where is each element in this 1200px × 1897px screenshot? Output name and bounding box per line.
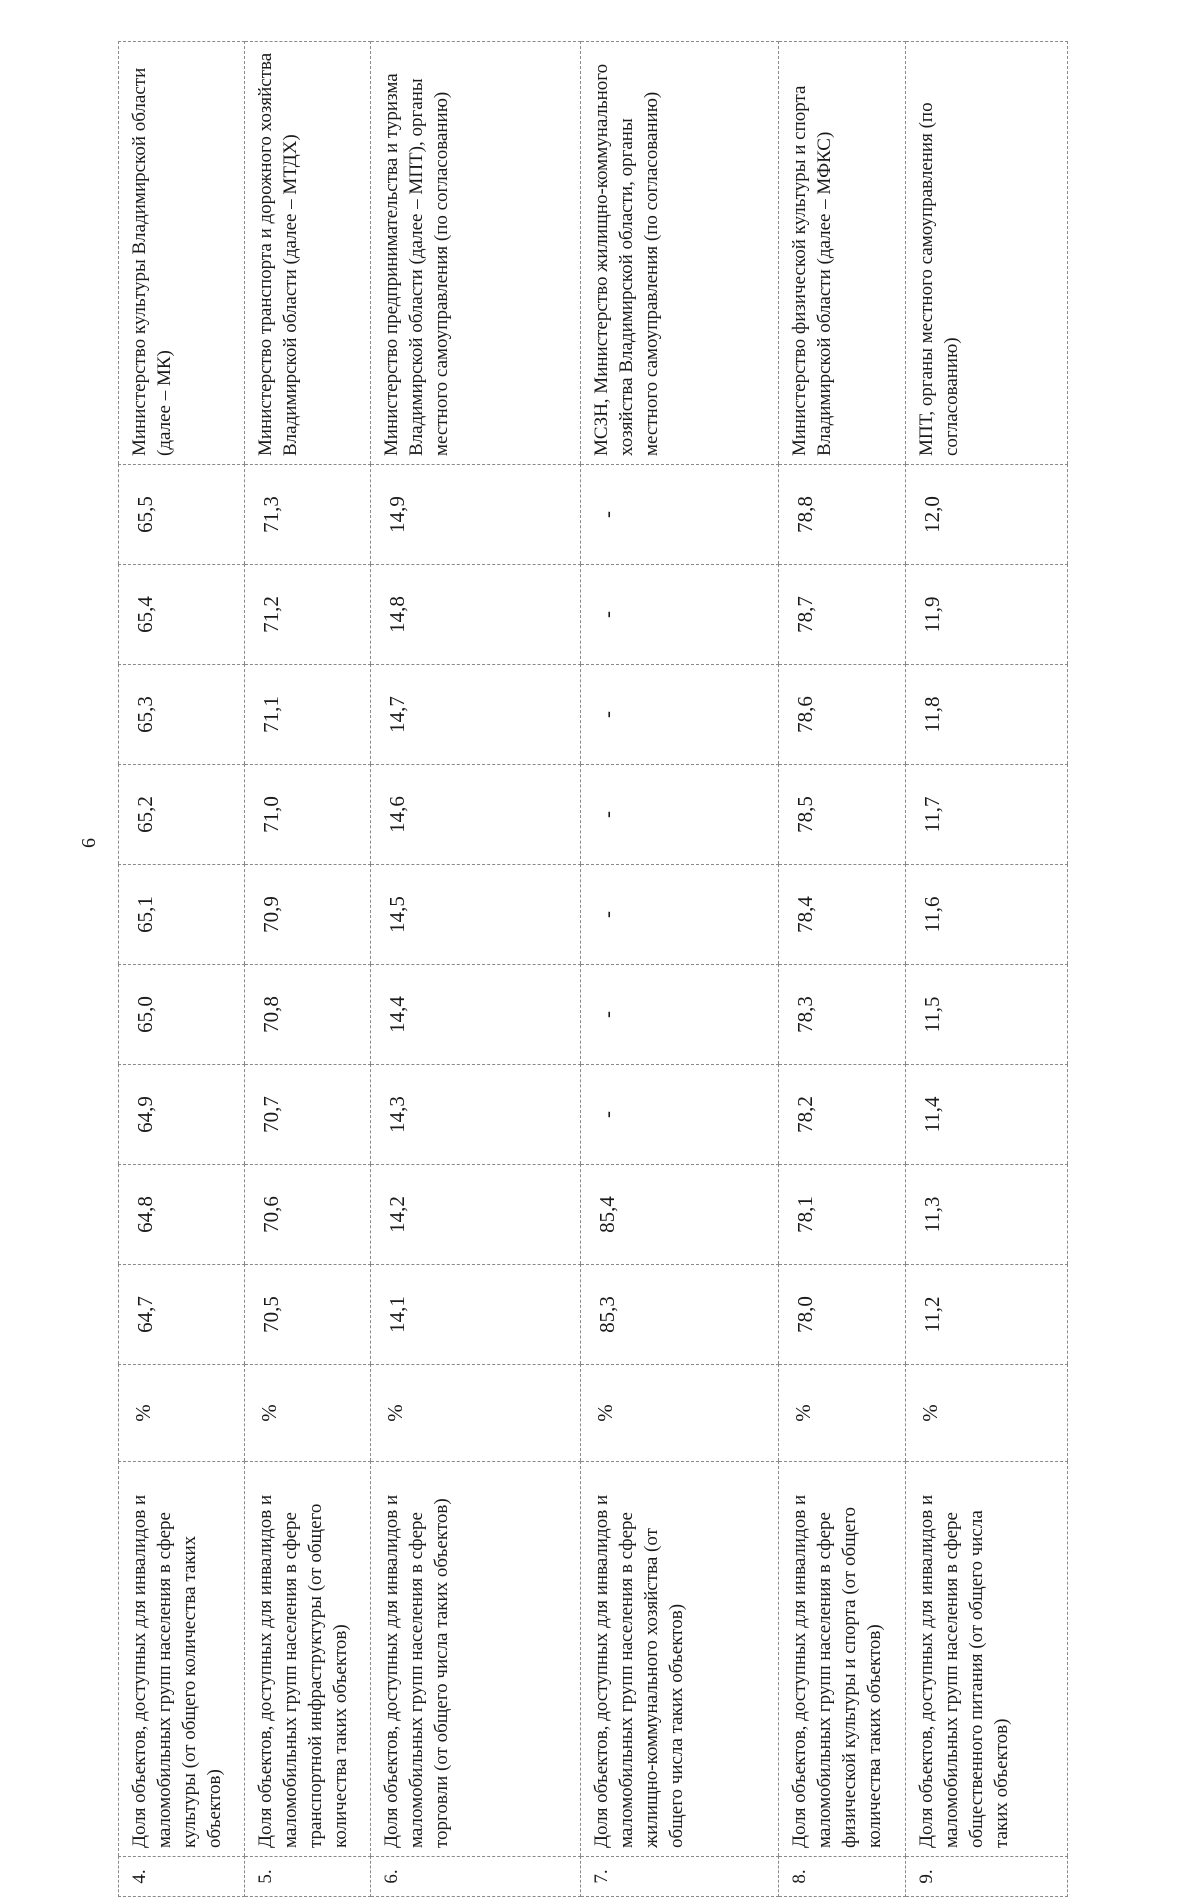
- value-cell: 78,5: [779, 765, 905, 865]
- value-cell: 65,1: [119, 865, 245, 965]
- value-cell: 65,3: [119, 665, 245, 765]
- value-cell: 71,3: [245, 465, 371, 565]
- unit-cell: %: [119, 1365, 245, 1462]
- value-cell: 11,7: [905, 765, 1068, 865]
- value-cell: -: [580, 865, 779, 965]
- value-cell: -: [580, 465, 779, 565]
- value-cell: 14,4: [371, 965, 580, 1065]
- indicator-name: Доля объектов, доступных для инвалидов и маломобильных групп населения в сфере жилищно-коммунального хозяйства (от общего числа таких объектов): [580, 1462, 779, 1857]
- responsible-cell: Министерство предпринимательства и туризма Владимирской области (далее – МПТ), органы местного самоуправления (по согласованию): [371, 42, 580, 465]
- value-cell: 71,2: [245, 565, 371, 665]
- table-row: [580, 42, 779, 1897]
- value-cell: 11,6: [905, 865, 1068, 965]
- value-cell: 11,3: [905, 1165, 1068, 1265]
- table-row: [905, 42, 1068, 1897]
- value-cell: 70,5: [245, 1265, 371, 1365]
- value-cell: 11,2: [905, 1265, 1068, 1365]
- value-cell: 70,6: [245, 1165, 371, 1265]
- value-cell: 14,2: [371, 1165, 580, 1265]
- value-cell: 78,2: [779, 1065, 905, 1165]
- value-cell: 85,3: [580, 1265, 779, 1365]
- row-number: 4.: [119, 1857, 245, 1897]
- row-number: 7.: [580, 1857, 779, 1897]
- unit-cell: %: [245, 1365, 371, 1462]
- value-cell: 11,8: [905, 665, 1068, 765]
- table-row: [119, 42, 245, 1897]
- value-cell: 65,0: [119, 965, 245, 1065]
- table-row: [371, 42, 580, 1897]
- value-cell: 12,0: [905, 465, 1068, 565]
- responsible-cell: Министерство транспорта и дорожного хозяйства Владимирской области (далее – МТДХ): [245, 42, 371, 465]
- value-cell: 78,6: [779, 665, 905, 765]
- unit-cell: %: [580, 1365, 779, 1462]
- value-cell: 14,6: [371, 765, 580, 865]
- value-cell: 71,0: [245, 765, 371, 865]
- value-cell: 14,1: [371, 1265, 580, 1365]
- indicator-name: Доля объектов, доступных для инвалидов и маломобильных групп населения в сфере транспортной инфраструктуры (от общего количества таких объектов): [245, 1462, 371, 1857]
- value-cell: 78,4: [779, 865, 905, 965]
- value-cell: 65,2: [119, 765, 245, 865]
- value-cell: 78,3: [779, 965, 905, 1065]
- indicator-name: Доля объектов, доступных для инвалидов и маломобильных групп населения в сфере торговли (от общего числа таких объектов): [371, 1462, 580, 1857]
- value-cell: 11,5: [905, 965, 1068, 1065]
- page-number: 6: [78, 838, 100, 848]
- responsible-cell: МСЗН, Министерство жилищно-коммунального хозяйства Владимирской области, органы местного самоуправления (по согласованию): [580, 42, 779, 465]
- unit-cell: %: [371, 1365, 580, 1462]
- value-cell: -: [580, 665, 779, 765]
- value-cell: 14,8: [371, 565, 580, 665]
- value-cell: -: [580, 765, 779, 865]
- value-cell: 70,7: [245, 1065, 371, 1165]
- value-cell: 71,1: [245, 665, 371, 765]
- value-cell: 70,8: [245, 965, 371, 1065]
- responsible-cell: Министерство физической культуры и спорта Владимирской области (далее – МФКС): [779, 42, 905, 465]
- value-cell: 14,5: [371, 865, 580, 965]
- value-cell: 14,3: [371, 1065, 580, 1165]
- table-row: [779, 42, 905, 1897]
- value-cell: -: [580, 965, 779, 1065]
- table-row: [245, 42, 371, 1897]
- responsible-cell: Министерство культуры Владимирской области (далее – МК): [119, 42, 245, 465]
- unit-cell: %: [779, 1365, 905, 1462]
- value-cell: 78,7: [779, 565, 905, 665]
- responsible-cell: МПТ, органы местного самоуправления (по согласованию): [905, 42, 1068, 465]
- value-cell: 85,4: [580, 1165, 779, 1265]
- value-cell: 64,7: [119, 1265, 245, 1365]
- value-cell: -: [580, 1065, 779, 1165]
- row-number: 5.: [245, 1857, 371, 1897]
- indicators-table: [118, 41, 1068, 1897]
- value-cell: 65,5: [119, 465, 245, 565]
- indicator-name: Доля объектов, доступных для инвалидов и маломобильных групп населения в сфере физической культуры и спорта (от общего количества таких объектов): [779, 1462, 905, 1857]
- row-number: 9.: [905, 1857, 1068, 1897]
- value-cell: 65,4: [119, 565, 245, 665]
- value-cell: 64,8: [119, 1165, 245, 1265]
- value-cell: 11,9: [905, 565, 1068, 665]
- value-cell: 14,9: [371, 465, 580, 565]
- indicator-name: Доля объектов, доступных для инвалидов и маломобильных групп населения в сфере общественного питания (от общего числа таких объектов): [905, 1462, 1068, 1857]
- value-cell: 78,8: [779, 465, 905, 565]
- indicator-name: Доля объектов, доступных для инвалидов и маломобильных групп населения в сфере культуры (от общего количества таких объектов): [119, 1462, 245, 1857]
- value-cell: 11,4: [905, 1065, 1068, 1165]
- row-number: 6.: [371, 1857, 580, 1897]
- value-cell: 70,9: [245, 865, 371, 965]
- value-cell: 64,9: [119, 1065, 245, 1165]
- value-cell: 78,1: [779, 1165, 905, 1265]
- unit-cell: %: [905, 1365, 1068, 1462]
- value-cell: -: [580, 565, 779, 665]
- indicators-table-rotated: [118, 42, 1068, 1897]
- value-cell: 78,0: [779, 1265, 905, 1365]
- row-number: 8.: [779, 1857, 905, 1897]
- value-cell: 14,7: [371, 665, 580, 765]
